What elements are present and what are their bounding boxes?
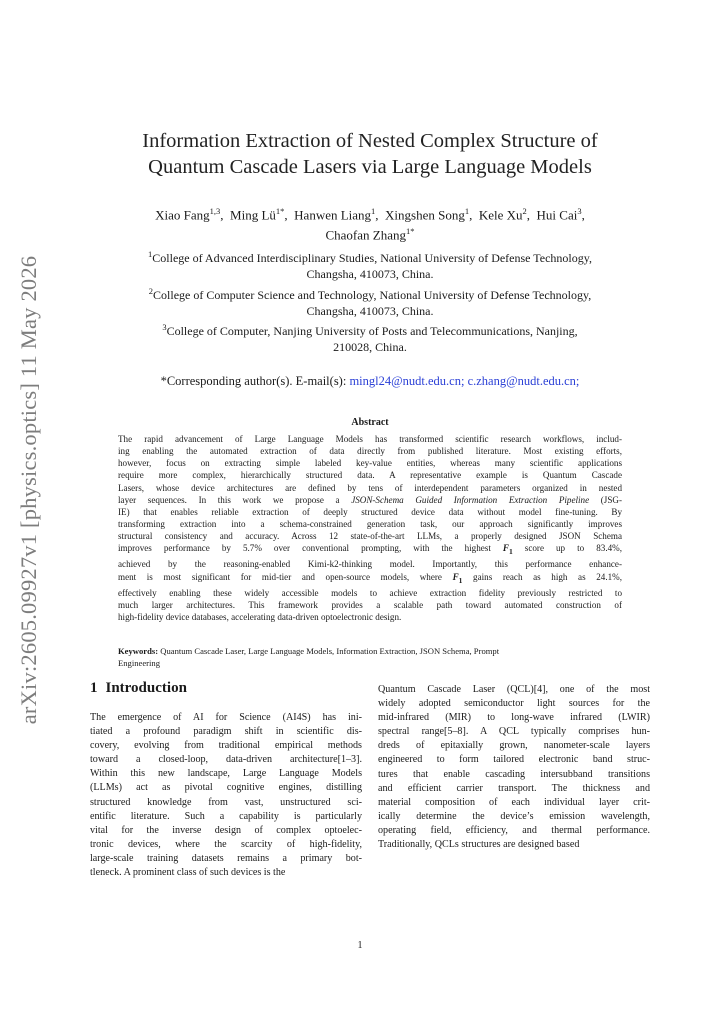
body-line: tures that enable cascading intersubband transitions — [378, 768, 650, 780]
author-affil-mark: 1 — [371, 206, 376, 216]
abstract-line: Lasers, whose device architectures are defined by tens of interdependent parameters organized in nested — [118, 482, 622, 493]
author-name: Hui Cai — [536, 207, 578, 223]
body-line: spectral range[5–8]. A QCL typically comprises hun- — [378, 726, 650, 738]
f1-subscript: 1 — [508, 547, 513, 557]
body-line: Within this new landscape, Large Language Models — [90, 768, 362, 780]
author-name: Hanwen Liang — [294, 207, 372, 223]
body-line: tleneck. A prominent class of such devices is the — [90, 867, 286, 879]
author-line: Xiao Fang$^{1,3}$, Ming $Lü^{1*}$, Hanwen Liang$^1$, Xingshen Song$^1$, Kele Xu$^2$, Hui Cai$^3$, — [155, 206, 585, 223]
author-affil-mark: 1* — [406, 226, 415, 237]
abstract-text: improves performance by 5.7% over conventional prompting, with the highest — [118, 543, 503, 554]
author-name: Xingshen Song — [385, 207, 465, 223]
paper-title — [90, 128, 650, 180]
keywords — [118, 645, 622, 669]
affiliation-mark: 2 — [148, 285, 154, 296]
body-line: toward a closed-loop, data-driven architecture[1–3]. — [90, 754, 362, 766]
body-line: Traditionally, QCLs structures are designed based — [378, 839, 580, 851]
body-column-right — [378, 683, 650, 852]
body-line: ically determine the device’s emission wavelength, — [378, 810, 650, 822]
affiliation-line: College of Computer Science and Technology, National University of Defense Technology, — [153, 287, 592, 302]
body-line: large-scale training datasets remains a primary bot- — [90, 852, 362, 864]
abstract-line: structural consistency and accuracy. Across 12 state-of-the-art LLMs, a properly designed JSON Schema — [118, 531, 622, 542]
body-line: operating field, efficiency, and thermal performance. — [378, 824, 650, 836]
abstract-line: much larger architectures. This framework provides a scalable path toward automated construction of — [118, 599, 622, 610]
pipeline-name: JSON-Schema Guided Information Extraction Pipeline — [351, 494, 590, 505]
page-number: 1 — [357, 940, 363, 951]
body-line: widely adopted semiconductor light sources for the — [378, 698, 650, 710]
author-name: Ming Lü — [230, 207, 276, 223]
body-line: mid-infrared (MIR) to long-wave infrared (LWIR) — [378, 712, 650, 724]
section-number: 1 — [90, 680, 98, 696]
body-line: (LLMs) act as pivotal cognitive engines, distilling — [90, 782, 362, 794]
affiliation — [90, 319, 650, 339]
keywords-line: Engineering — [118, 658, 160, 668]
affiliation-line: 210028, China. — [333, 340, 407, 355]
author-line — [90, 223, 650, 243]
abstract-line: effectively enabling these widely accessible models to achieve extraction fidelity previously restricted to — [118, 587, 622, 598]
title-line: Quantum Cascade Lasers via Large Language Models — [148, 156, 592, 178]
keywords-text: Quantum Cascade Laser, Large Language Models, Information Extraction, JSON Schema, Prompt — [158, 646, 500, 656]
section-title: Introduction — [105, 680, 187, 696]
author-affil-mark: 1,3 — [209, 206, 221, 216]
abstract-heading: Abstract — [351, 417, 389, 428]
abstract-text: layer sequences. In this work we propose a — [118, 494, 352, 505]
body-line: and efficient carrier transport. The thickness and — [378, 782, 650, 794]
body-line: structured knowledge from vast, unstructured sci- — [90, 796, 362, 808]
abstract-line: achieved by the reasoning-enabled Kimi-k2-thinking model. Importantly, this performance enhance- — [118, 559, 622, 570]
email-link[interactable]: mingl24@nudt.edu.cn; — [349, 374, 465, 388]
body-line: tiated a profound paradigm shift in scientific dis- — [90, 726, 362, 738]
body-line: dreds of epitaxially grown, nanometer-scale layers — [378, 740, 650, 752]
abstract-text: ment is most significant for mid-tier and open-source models, where — [118, 571, 453, 582]
keywords-line — [118, 645, 622, 657]
abstract-line — [118, 494, 622, 506]
body-line: The emergence of AI for Science (AI4S) has ini- — [90, 712, 362, 723]
author-affil-mark: 1 — [464, 206, 470, 216]
affiliation-line: College of Computer, Nanjing University of Posts and Telecommunications, Nanjing, — [166, 324, 578, 339]
author-affil-mark: 1* — [275, 206, 285, 216]
affiliations — [90, 246, 650, 356]
abstract-text: gains reach as high as 24.1%, — [462, 571, 623, 582]
body-line: entific literature. Such a capability is particularly — [90, 810, 362, 822]
affiliation-mark: 1 — [148, 249, 153, 259]
f1-symbol: F — [452, 571, 459, 582]
body-line: covery, evolving from traditional empirical methods — [90, 740, 362, 752]
corresponding-author — [90, 373, 650, 389]
affiliation — [90, 246, 650, 266]
f1-subscript: 1 — [458, 575, 463, 585]
abstract-line — [118, 542, 622, 558]
corresponding-label: *Corresponding author(s). E-mail(s): — [160, 374, 350, 388]
affiliation-line: College of Advanced Interdisciplinary Studies, National University of Defense Technology, — [152, 251, 592, 265]
abstract-line: The rapid advancement of Large Language Models has transformed scientific research workflows, includ- — [118, 434, 622, 444]
abstract-line — [118, 571, 622, 587]
author-list — [90, 203, 650, 244]
affiliation-line: Changsha, 410073, China. — [306, 303, 434, 318]
author-name: Kele Xu — [478, 207, 523, 223]
abstract-line: high-fidelity device databases, accelerating data-driven optoelectronic design. — [118, 611, 402, 622]
section-heading — [90, 680, 187, 697]
author-name: Chaofan Zhang — [325, 227, 406, 243]
abstract-line: ing enabling the automated extraction of data directly from published literature. Most existing efforts, — [118, 446, 622, 457]
abstract-line: however, focus on extracting simple labeled key-value entities, whereas many scientific applications — [118, 458, 622, 469]
body-line: Quantum Cascade Laser (QCL)[4], one of the most — [378, 684, 650, 695]
affiliation-line: Changsha, 410073, China. — [306, 267, 434, 282]
author-affil-mark: 3 — [577, 206, 582, 216]
arxiv-identifier-stamp — [12, 255, 46, 725]
body-line: material composition of each individual layer crit- — [378, 796, 650, 808]
author-affil-mark: 2 — [522, 206, 527, 216]
body-line: engineered to form tailored electronic band struc- — [378, 754, 650, 766]
body-line: tronic devices, where the scarcity of high-fidelity, — [90, 838, 362, 850]
abstract-line: transforming extraction into a schema-constrained generation task, our approach significantly improves — [118, 519, 622, 530]
affiliation-mark: 3 — [162, 322, 167, 333]
body-column-left — [90, 711, 362, 880]
email-link[interactable]: c.zhang@nudt.edu.cn; — [467, 374, 580, 388]
abstract-body — [118, 433, 622, 623]
abstract-line: require more complex, hierarchically structured data. A representative example is Quantum Cascade — [118, 470, 622, 481]
affiliation — [90, 283, 650, 303]
abstract-text: (JSG- — [589, 494, 622, 505]
f1-symbol: F — [502, 543, 509, 554]
author-name: Xiao Fang — [155, 207, 210, 223]
body-line: vital for the inverse design of complex optoelec- — [90, 824, 362, 836]
title-line: Information Extraction of Nested Complex Structure of — [142, 130, 598, 152]
abstract-line: IE) that enables reliable extraction of deeply structured device data without model fine-tuning. By — [118, 506, 622, 517]
keywords-label: Keywords: — [118, 646, 159, 656]
abstract-text: score up to 83.4%, — [512, 543, 622, 554]
arxiv-identifier-text: arXiv:2605.09927v1 [physics.optics] 11 May 2026 — [16, 255, 41, 725]
